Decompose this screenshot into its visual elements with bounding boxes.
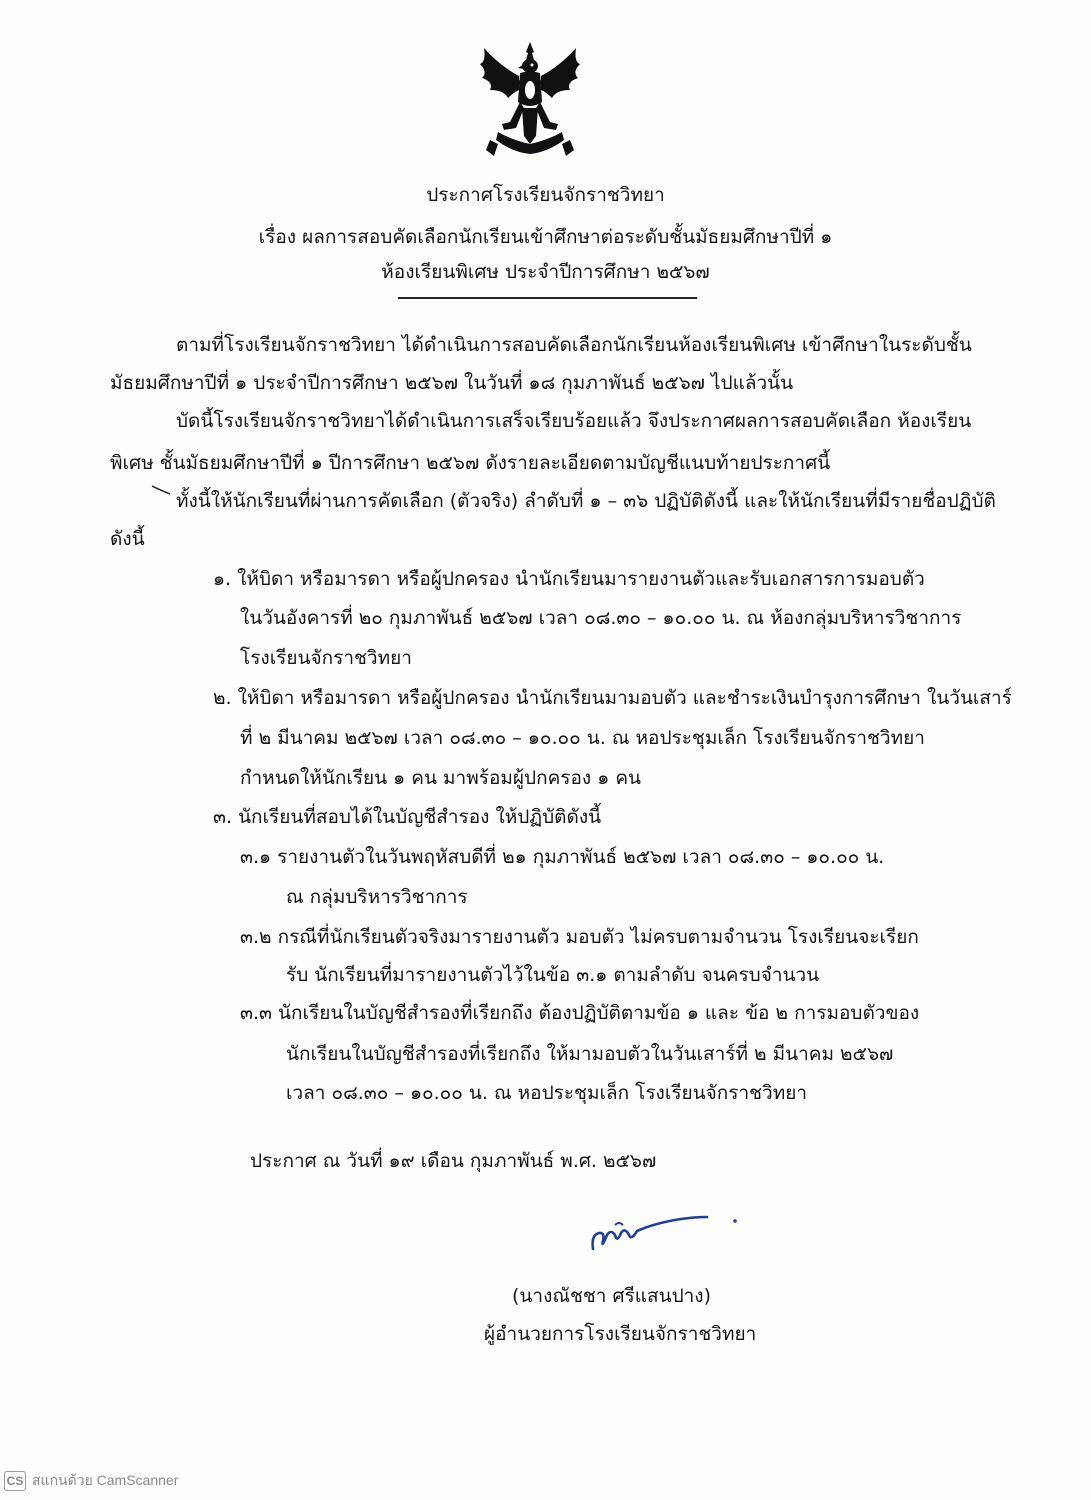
header-divider [398, 297, 697, 299]
paragraph-2-line-2: พิเศษ ชั้นมัธยมศึกษาปีที่ ๑ ปีการศึกษา ๒๕๖๗ ดังรายละเอียดตามบัญชีแนบท้ายประกาศนี้ [110, 452, 831, 474]
item-3-3-line-1: ๓.๓ นักเรียนในบัญชีสำรองที่เรียกถึง ต้องปฏิบัติตามข้อ ๑ และ ข้อ ๒ การมอบตัวของ [240, 1002, 920, 1024]
camscanner-text: สแกนด้วย CamScanner [32, 1472, 179, 1488]
item-3-1-line-2: ณ กลุ่มบริหารวิชาการ [286, 886, 468, 908]
garuda-emblem [472, 40, 588, 158]
signer-name: (นางณัชชา ศรีแสนปาง) [512, 1285, 711, 1307]
item-3: ๓. นักเรียนที่สอบได้ในบัญชีสำรอง ให้ปฏิบัติดังนี้ [213, 806, 602, 828]
paragraph-2-line-1: บัดนี้โรงเรียนจักราชวิทยาได้ดำเนินการเสร็จเรียบร้อยแล้ว จึงประกาศผลการสอบคัดเลือก ห้องเรียน [176, 410, 972, 432]
paragraph-3-line-1: ทั้งนี้ให้นักเรียนที่ผ่านการคัดเลือก (ตัวจริง) ลำดับที่ ๑ – ๓๖ ปฏิบัติดังนี้ และให้นักเรียนที่มีรายชื่อปฏิบัติ [176, 490, 996, 512]
item-1-line-2: ในวันอังคารที่ ๒๐ กุมภาพันธ์ ๒๕๖๗ เวลา ๐๘.๓๐ – ๑๐.๐๐ น. ณ ห้องกลุ่มบริหารวิชาการ [240, 607, 962, 629]
item-2-line-3: กำหนดให้นักเรียน ๑ คน มาพร้อมผู้ปกครอง ๑ คน [240, 767, 642, 789]
paragraph-1-line-1: ตามที่โรงเรียนจักราชวิทยา ได้ดำเนินการสอบคัดเลือกนักเรียนห้องเรียนพิเศษ เข้าศึกษาในระดับชั้น [176, 334, 972, 356]
pen-tick-mark [150, 484, 172, 496]
item-3-2-line-1: ๓.๒ กรณีที่นักเรียนตัวจริงมารายงานตัว มอบตัว ไม่ครบตามจำนวน โรงเรียนจะเรียก [240, 926, 919, 948]
announcement-title: ประกาศโรงเรียนจักราชวิทยา [426, 184, 665, 206]
item-1-line-1: ๑. ให้บิดา หรือมารดา หรือผู้ปกครอง นำนักเรียนมารายงานตัวและรับเอกสารการมอบตัว [213, 568, 925, 590]
paragraph-1-line-2: มัธยมศึกษาปีที่ ๑ ประจำปีการศึกษา ๒๕๖๗ ในวันที่ ๑๘ กุมภาพันธ์ ๒๕๖๗ ไปแล้วนั้น [110, 372, 794, 394]
item-3-1-line-1: ๓.๑ รายงานตัวในวันพฤหัสบดีที่ ๒๑ กุมภาพันธ์ ๒๕๖๗ เวลา ๐๘.๓๐ – ๑๐.๐๐ น. [240, 846, 885, 868]
announcement-subject-line2: ห้องเรียนพิเศษ ประจำปีการศึกษา ๒๕๖๗ [381, 261, 710, 283]
announcement-date: ประกาศ ณ วันที่ ๑๙ เดือน กุมภาพันธ์ พ.ศ. ๒๕๖๗ [250, 1150, 657, 1172]
signer-title: ผู้อำนวยการโรงเรียนจักราชวิทยา [484, 1323, 757, 1345]
camscanner-logo-icon: CS [4, 1471, 26, 1491]
handwritten-signature [585, 1205, 745, 1265]
item-3-3-line-3: เวลา ๐๘.๓๐ – ๑๐.๐๐ น. ณ หอประชุมเล็ก โรงเรียนจักราชวิทยา [286, 1082, 808, 1104]
item-2-line-2: ที่ ๒ มีนาคม ๒๕๖๗ เวลา ๐๘.๓๐ – ๑๐.๐๐ น. ณ หอประชุมเล็ก โรงเรียนจักราชวิทยา [240, 727, 925, 749]
camscanner-watermark [4, 1468, 178, 1494]
item-1-line-3: โรงเรียนจักราชวิทยา [240, 647, 412, 669]
item-2-line-1: ๒. ให้บิดา หรือมารดา หรือผู้ปกครอง นำนักเรียนมามอบตัว และชำระเงินบำรุงการศึกษา ในวันเสาร์ [213, 687, 1012, 709]
paragraph-3-line-2: ดังนี้ [110, 528, 145, 550]
item-3-2-line-2: รับ นักเรียนที่มารายงานตัวไว้ในข้อ ๓.๑ ตามลำดับ จนครบจำนวน [286, 964, 820, 986]
announcement-subject: เรื่อง ผลการสอบคัดเลือกนักเรียนเข้าศึกษาต่อระดับชั้นมัธยมศึกษาปีที่ ๑ [258, 226, 833, 248]
item-3-3-line-2: นักเรียนในบัญชีสำรองที่เรียกถึง ให้มามอบตัวในวันเสาร์ที่ ๒ มีนาคม ๒๕๖๗ [286, 1043, 894, 1065]
